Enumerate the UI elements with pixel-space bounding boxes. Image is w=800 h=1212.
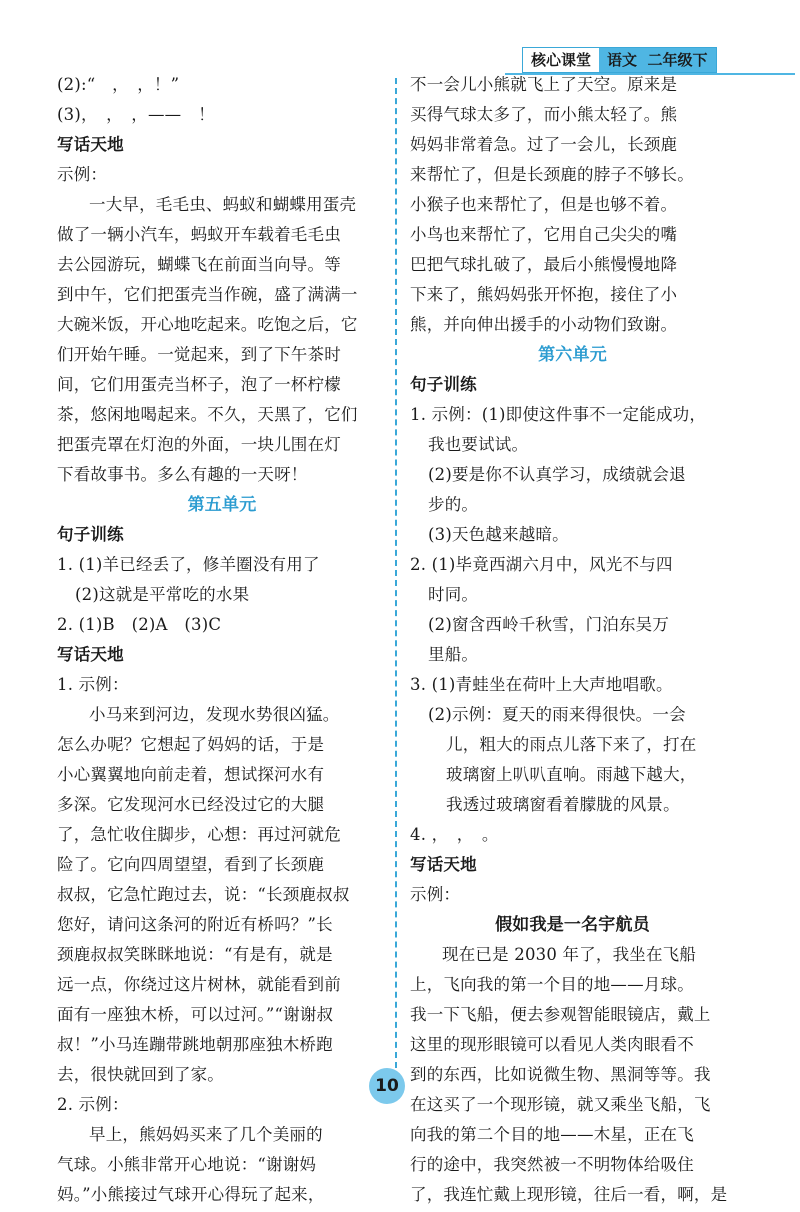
text-line: 怎么办呢？它想起了妈妈的话，于是: [57, 735, 325, 754]
text-line: 气球。小熊非常开心地说：“谢谢妈: [57, 1155, 317, 1174]
essay-title: 假如我是一名宇航员: [495, 915, 650, 935]
text-line: 2. 示例：: [57, 1095, 129, 1114]
text-line: 巴把气球扎破了，最后小熊慢慢地降: [410, 255, 678, 274]
text-line: 险了。它向四周望望，看到了长颈鹿: [57, 855, 325, 874]
text-line: 这里的现形眼镜可以看见人类肉眼看不: [410, 1035, 694, 1054]
text-line: 买得气球太多了，而小熊太轻了。熊: [410, 105, 678, 124]
text-line: 现在已是 2030 年了，我坐在飞船: [442, 945, 697, 964]
text-line: 示例：: [410, 885, 461, 904]
text-line: 做了一辆小汽车，蚂蚁开车载着毛毛虫: [57, 225, 341, 244]
left-column: [57, 72, 387, 1212]
section-heading: 写话天地: [410, 855, 477, 874]
text-line: 多深。它发现河水已经没过它的大腿: [57, 795, 325, 814]
text-line: 我一下飞船，便去参观智能眼镜店，戴上: [410, 1005, 711, 1024]
text-line: 来帮忙了，但是长颈鹿的脖子不够长。: [410, 165, 694, 184]
text-line: 小马来到河边，发现水势很凶猛。: [89, 705, 340, 724]
text-line: 茶，悠闲地喝起来。不久，天黑了，它们: [57, 405, 358, 424]
page-number: 10: [369, 1068, 405, 1104]
text-line: 大碗米饭，开心地吃起来。吃饱之后，它: [57, 315, 358, 334]
text-line: 叔！”小马连蹦带跳地朝那座独木桥跑: [57, 1035, 333, 1054]
text-line: 们开始午睡。一觉起来，到了下午茶时: [57, 345, 341, 364]
text-line: 熊，并向伸出援手的小动物们致谢。: [410, 315, 678, 334]
text-line: (2)示例：夏天的雨来得很快。一会: [428, 705, 686, 724]
header-subject: 语文: [607, 51, 638, 69]
text-line: (2)这就是平常吃的水果: [75, 585, 250, 604]
text-line: 在这买了一个现形镜，就又乘坐飞船，飞: [410, 1095, 711, 1114]
text-line: 玻璃窗上叭叭直响。雨越下越大，: [446, 765, 697, 784]
unit-title: 第五单元: [187, 495, 257, 515]
text-line: 去，很快就回到了家。: [57, 1065, 224, 1084]
text-line: 远一点，你绕过这片树林，就能看到前: [57, 975, 341, 994]
text-line: 儿，粗大的雨点儿落下来了，打在: [446, 735, 697, 754]
text-line: 去公园游玩，蝴蝶飞在前面当向导。等: [57, 255, 341, 274]
text-line: 不一会儿小熊就飞上了天空。原来是: [410, 75, 678, 94]
text-line: 您好，请问这条河的附近有桥吗？”长: [57, 915, 333, 934]
text-line: 1. 示例：: [57, 675, 129, 694]
text-line: 妈。”小熊接过气球开心得玩了起来，: [57, 1185, 325, 1204]
text-line: 间，它们用蛋壳当杯子，泡了一杯柠檬: [57, 375, 341, 394]
text-line: 向我的第二个目的地——木星，正在飞: [410, 1125, 694, 1144]
section-heading: 句子训练: [57, 525, 124, 544]
section-heading: 写话天地: [57, 135, 124, 154]
text-line: 颈鹿叔叔笑眯眯地说：“有是有，就是: [57, 945, 333, 964]
text-line: (2):“ ， ，！”: [57, 75, 180, 94]
text-line: 行的途中，我突然被一不明物体给吸住: [410, 1155, 694, 1174]
text-line: 2. (1)B (2)A (3)C: [57, 615, 222, 634]
text-line: 时同。: [428, 585, 479, 604]
text-line: 下来了，熊妈妈张开怀抱，接住了小: [410, 285, 678, 304]
text-line: 1. 示例：(1)即使这件事不一定能成功，: [410, 405, 707, 424]
text-line: 小心翼翼地向前走着，想试探河水有: [57, 765, 325, 784]
text-line: 到中午，它们把蛋壳当作碗，盛了满满一: [57, 285, 358, 304]
text-line: 我也要试试。: [428, 435, 529, 454]
unit-title: 第六单元: [538, 345, 607, 365]
header-subject-grade: [599, 48, 715, 72]
section-heading: 写话天地: [57, 645, 124, 664]
header-grade: 二年级下: [647, 51, 708, 69]
text-line: 早上，熊妈妈买来了几个美丽的: [89, 1125, 323, 1144]
text-line: 一大早，毛毛虫、蚂蚁和蝴蝶用蛋壳: [89, 195, 357, 214]
text-line: 步的。: [428, 495, 479, 514]
text-line: 3. (1)青蛙坐在荷叶上大声地唱歌。: [410, 675, 673, 694]
text-line: 上，飞向我的第一个目的地——月球。: [410, 975, 694, 994]
text-line: 到的东西，比如说微生物、黑洞等等。我: [410, 1065, 711, 1084]
text-line: (2)要是你不认真学习，成绩就会退: [428, 465, 686, 484]
text-line: 我透过玻璃窗看着朦胧的风景。: [446, 795, 680, 814]
text-line: (3)， ， ，—— ！: [57, 105, 215, 124]
text-line: (3)天色越来越暗。: [428, 525, 569, 544]
text-line: (2)窗含西岭千秋雪，门泊东吴万: [428, 615, 670, 634]
text-line: 把蛋壳罩在灯泡的外面，一块儿围在灯: [57, 435, 341, 454]
text-line: 面有一座独木桥，可以过河。”“谢谢叔: [57, 1005, 334, 1024]
text-line: 下看故事书。多么有趣的一天呀！: [57, 465, 308, 484]
text-line: 1. (1)羊已经丢了，修羊圈没有用了: [57, 555, 320, 574]
text-line: 了，我连忙戴上现形镜，往后一看，啊，是: [410, 1185, 728, 1204]
column-divider: [395, 78, 397, 1068]
text-line: 妈妈非常着急。过了一会儿，长颈鹿: [410, 135, 678, 154]
text-line: 小鸟也来帮忙了，它用自己尖尖的嘴: [410, 225, 678, 244]
text-line: 小猴子也来帮忙了，但是也够不着。: [410, 195, 678, 214]
text-line: 叔叔，它急忙跑过去，说：“长颈鹿叔叔: [57, 885, 350, 904]
section-heading: 句子训练: [410, 375, 477, 394]
header-title: 核心课堂: [523, 48, 599, 72]
text-line: 里船。: [428, 645, 479, 664]
header-badge: [522, 47, 717, 73]
text-line: 了，急忙收住脚步，心想：再过河就危: [57, 825, 341, 844]
text-line: 4. ， ， 。: [410, 825, 499, 844]
text-line: 2. (1)毕竟西湖六月中，风光不与四: [410, 555, 673, 574]
right-column: [410, 72, 735, 1212]
text-line: 示例：: [57, 165, 108, 184]
